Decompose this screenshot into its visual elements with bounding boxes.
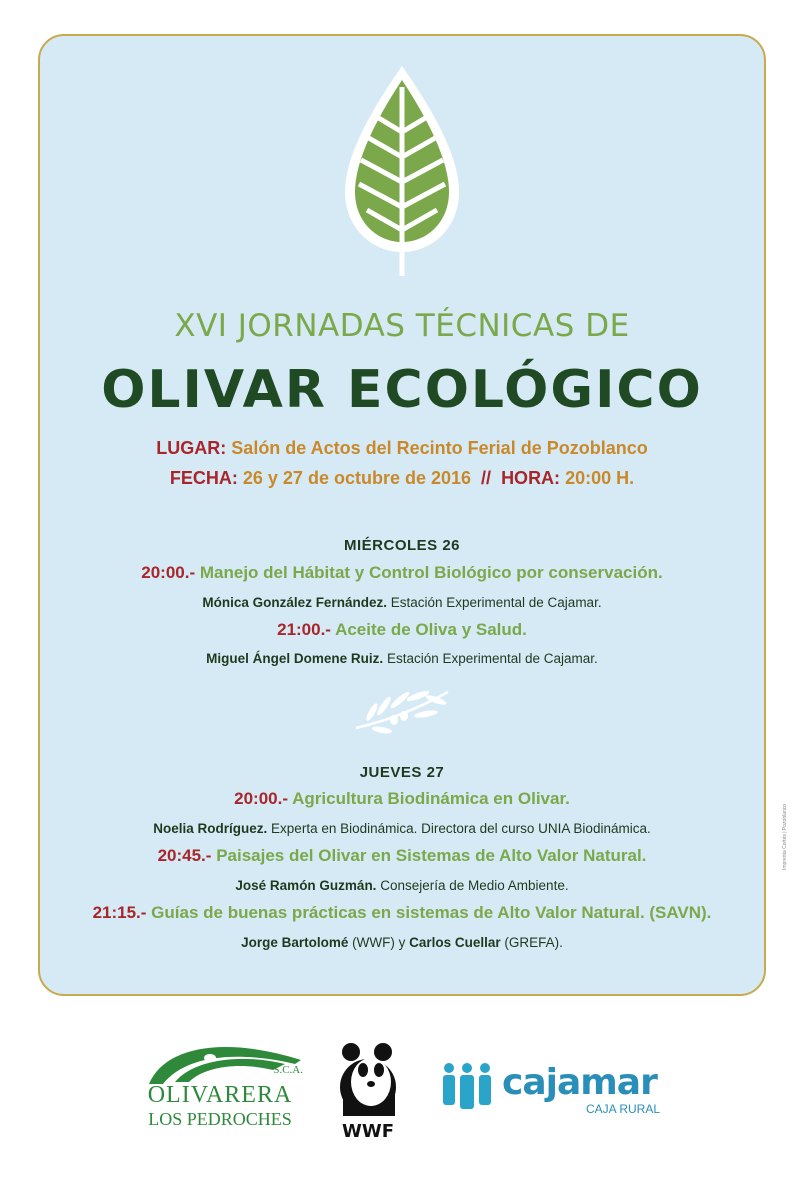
talk-time: 21:15.-	[92, 903, 147, 922]
speaker-name: Jorge Bartolomé	[241, 935, 349, 950]
speaker-name: José Ramón Guzmán.	[235, 878, 377, 893]
talk-time: 20:45.-	[157, 846, 212, 865]
talk-title-line	[38, 846, 766, 866]
day-heading: JUEVES 27	[359, 764, 445, 781]
event-title: OLIVAR ECOLÓGICO	[101, 360, 703, 420]
cajamar-people-icon	[440, 1062, 494, 1112]
talk-title-line	[38, 789, 766, 809]
olivarera-name: OLIVARERA	[147, 1082, 293, 1108]
lugar-value: Salón de Actos del Recinto Ferial de Pozoblanco	[231, 438, 648, 458]
speaker-name: Noelia Rodríguez.	[153, 821, 268, 836]
day-heading: MIÉRCOLES 26	[343, 537, 461, 554]
talk-title: Manejo del Hábitat y Control Biológico por conservación.	[199, 563, 663, 582]
event-subtitle: XVI JORNADAS TÉCNICAS DE	[174, 308, 630, 344]
olivarera-sca: S.C.A.	[273, 1064, 303, 1076]
leaf-icon	[337, 62, 467, 282]
speaker-name: Mónica González Fernández.	[202, 595, 387, 610]
talk-title: Agricultura Biodinámica en Olivar.	[292, 789, 570, 808]
panda-icon	[333, 1042, 403, 1116]
speaker-line	[38, 821, 766, 836]
speaker-name: Carlos Cuellar	[409, 935, 501, 950]
printer-credit: Imprenta Cortés | Pozoblanco	[782, 803, 788, 870]
talk-title-line	[38, 620, 766, 640]
speaker-affiliation: (WWF) y	[352, 935, 406, 950]
talk-title: Paisajes del Olivar en Sistemas de Alto Valor Natural.	[216, 846, 647, 865]
wwf-label: WWF	[341, 1121, 394, 1142]
speaker-affiliation: Experta en Biodinámica. Directora del curso UNIA Biodinámica.	[271, 821, 651, 836]
fecha-label: FECHA:	[169, 468, 238, 488]
talk-title: Aceite de Oliva y Salud.	[335, 620, 527, 639]
speaker-line	[38, 878, 766, 893]
cajamar-logo	[440, 1062, 680, 1122]
olivarera-logo	[145, 1038, 305, 1133]
hora-label: HORA:	[501, 468, 561, 488]
speaker-affiliation: Consejería de Medio Ambiente.	[380, 878, 569, 893]
talk-title-line	[38, 903, 766, 923]
cajamar-sub: CAJA RURAL	[586, 1102, 661, 1116]
date-line	[38, 468, 766, 489]
talk-time: 20:00.-	[234, 789, 289, 808]
separator: //	[481, 468, 492, 488]
talk-time: 21:00.-	[277, 620, 331, 639]
cajamar-name: cajamar	[502, 1062, 657, 1103]
lugar-label: LUGAR:	[156, 438, 227, 458]
hora-value: 20:00 H.	[565, 468, 635, 488]
talk-title-line	[38, 563, 766, 583]
speaker-affiliation: Estación Experimental de Cajamar.	[390, 595, 602, 610]
speaker-name: Miguel Ángel Domene Ruiz.	[206, 651, 384, 666]
talk-time: 20:00.-	[141, 563, 196, 582]
speaker-affiliation: (GREFA).	[504, 935, 563, 950]
location-line	[38, 438, 766, 459]
olivarera-arc-icon	[145, 1038, 305, 1086]
talk-title: Guías de buenas prácticas en sistemas de Alto Valor Natural. (SAVN).	[151, 903, 712, 922]
speaker-line	[38, 595, 766, 610]
speaker-line	[38, 935, 766, 950]
speaker-line	[38, 651, 766, 666]
olivarera-place: LOS PEDROCHES	[148, 1109, 292, 1129]
fecha-value: 26 y 27 de octubre de 2016	[242, 468, 472, 488]
olive-sprig-icon	[352, 684, 452, 736]
speaker-affiliation: Estación Experimental de Cajamar.	[386, 651, 598, 666]
wwf-logo	[333, 1042, 403, 1142]
